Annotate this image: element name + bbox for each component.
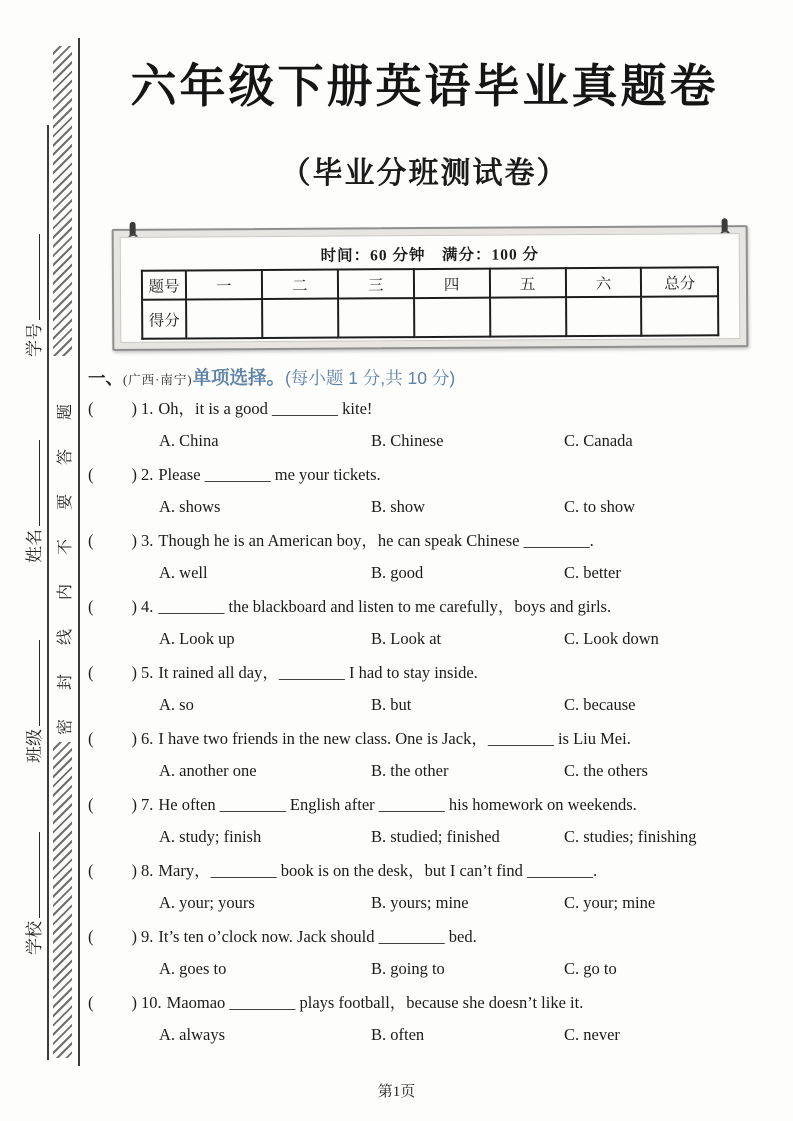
option-a: A. goes to <box>159 959 227 978</box>
question-number: 6. <box>141 729 154 748</box>
option-b: B. but <box>371 695 412 714</box>
question-stem <box>88 465 763 485</box>
option-b: B. yours; mine <box>371 893 469 912</box>
option-a: A. study; finish <box>159 827 262 846</box>
question-stem <box>88 531 763 551</box>
student-name-blank <box>25 440 40 526</box>
question-2 <box>88 465 763 531</box>
student-name-label: 姓名 <box>25 529 44 563</box>
class-blank <box>25 640 40 726</box>
question-options <box>88 1025 763 1045</box>
page-subtitle: （毕业分班测试卷） <box>280 157 569 190</box>
question-options <box>88 431 763 451</box>
answer-bracket: ( ) <box>88 597 137 616</box>
score-table-header-cell: 六 <box>565 268 641 297</box>
option-a: A. your; yours <box>159 893 255 912</box>
main-content <box>86 0 763 1121</box>
school-field <box>20 805 42 955</box>
section-heading <box>88 364 455 390</box>
option-c: C. because <box>564 695 636 714</box>
option-b: B. the other <box>371 761 449 780</box>
option-a: A. another one <box>159 761 257 780</box>
answer-bracket: ( ) <box>88 531 137 550</box>
question-number: 8. <box>141 861 154 880</box>
question-text: Maomao ________ plays football，because she doesn’t like it. <box>166 993 584 1012</box>
answer-bracket: ( ) <box>88 465 137 484</box>
answer-bracket: ( ) <box>88 993 137 1012</box>
score-table-header-row <box>142 267 718 300</box>
question-number: 5. <box>141 663 154 682</box>
score-cell <box>186 299 262 338</box>
question-options <box>88 629 763 649</box>
score-table-score-row <box>142 296 718 339</box>
option-b: B. studied; finished <box>371 827 500 846</box>
score-cell <box>338 298 414 337</box>
question-stem <box>88 795 763 815</box>
score-cell <box>414 298 490 337</box>
question-8 <box>88 861 763 927</box>
seal-rail-outer-line <box>78 38 80 1066</box>
score-table-header-cell: 题号 <box>142 270 186 299</box>
option-b: B. good <box>371 563 424 582</box>
question-number: 9. <box>141 927 154 946</box>
question-text: It’s ten o’clock now. Jack should ________ bed. <box>158 927 477 946</box>
question-options <box>88 893 763 913</box>
seal-rail-inner-line <box>47 125 49 1060</box>
question-text: Though he is an American boy，he can speak Chinese ________. <box>158 531 594 550</box>
option-b: B. going to <box>371 959 445 978</box>
page-title: 六年级下册英语毕业真题卷 <box>130 61 719 112</box>
hatch-pattern-bottom <box>53 742 72 1058</box>
question-list <box>88 399 763 1059</box>
question-text: Mary，________ book is on the desk，but I can’t find ________. <box>158 861 598 880</box>
question-number: 3. <box>141 531 154 550</box>
student-id-blank <box>25 234 40 320</box>
answer-bracket: ( ) <box>88 729 137 748</box>
section-number: 一、 <box>88 368 123 388</box>
question-options <box>88 761 763 781</box>
option-b: B. Chinese <box>371 431 444 450</box>
option-b: B. Look at <box>371 629 442 648</box>
seal-line-text: 密封线内不要答题 <box>57 374 74 735</box>
page-number-footer: 第1页 <box>377 1084 416 1100</box>
question-options <box>88 497 763 517</box>
score-cell <box>642 296 719 335</box>
question-stem <box>88 399 763 419</box>
option-c: C. studies; finishing <box>564 827 697 846</box>
option-c: C. to show <box>564 497 636 516</box>
question-3 <box>88 531 763 597</box>
option-c: C. the others <box>564 761 648 780</box>
section-note: (每小题 1 分,共 10 分) <box>285 368 456 388</box>
question-text: ________ the blackboard and listen to me carefully，boys and girls. <box>158 597 612 616</box>
answer-bracket: ( ) <box>88 927 137 946</box>
question-5 <box>88 663 763 729</box>
question-stem <box>88 927 763 947</box>
time-and-score-caption: 时间：60 分钟 满分：100 分 <box>320 246 540 265</box>
question-stem <box>88 993 763 1013</box>
question-number: 4. <box>141 597 154 616</box>
question-text: It rained all day，________ I had to stay inside. <box>158 663 478 682</box>
question-text: I have two friends in the new class. One is Jack，________ is Liu Mei. <box>158 729 631 748</box>
score-cell <box>566 297 642 336</box>
option-c: C. better <box>564 563 621 582</box>
question-9 <box>88 927 763 993</box>
question-6 <box>88 729 763 795</box>
option-a: A. so <box>159 695 194 714</box>
option-a: A. shows <box>159 497 221 516</box>
hatch-pattern-top <box>53 46 72 356</box>
option-a: A. Look up <box>159 629 235 648</box>
option-b: B. show <box>371 497 426 516</box>
option-c: C. go to <box>564 959 617 978</box>
question-4 <box>88 597 763 663</box>
score-cell <box>490 297 566 336</box>
section-source-tag: (广西·南宁) <box>123 373 193 387</box>
question-7 <box>88 795 763 861</box>
score-table-header-cell: 四 <box>414 269 490 298</box>
score-cell <box>262 299 338 338</box>
answer-bracket: ( ) <box>88 795 137 814</box>
class-label: 班级 <box>25 729 44 763</box>
question-options <box>88 827 763 847</box>
option-c: C. never <box>564 1025 620 1044</box>
school-label: 学校 <box>25 921 44 955</box>
option-b: B. often <box>371 1025 425 1044</box>
score-board-panel <box>120 233 741 343</box>
option-c: C. Canada <box>564 431 633 450</box>
score-row-label: 得分 <box>142 299 186 338</box>
option-a: A. well <box>159 563 208 582</box>
school-blank <box>25 832 40 918</box>
question-stem <box>88 597 763 617</box>
score-table-header-cell: 二 <box>262 270 338 299</box>
question-stem <box>88 663 763 683</box>
question-options <box>88 695 763 715</box>
question-text: He often ________ English after ________ his homework on weekends. <box>158 795 637 814</box>
question-number: 10. <box>141 993 162 1012</box>
question-options <box>88 563 763 583</box>
option-a: A. China <box>159 431 219 450</box>
question-text: Oh，it is a good ________ kite! <box>158 399 373 418</box>
student-id-field <box>20 207 42 357</box>
score-table-header-cell: 五 <box>490 268 566 297</box>
score-table-header-cell: 三 <box>338 269 414 298</box>
answer-bracket: ( ) <box>88 861 137 880</box>
section-title: 单项选择。 <box>192 367 286 388</box>
question-10 <box>88 993 763 1059</box>
score-table-header-cell: 一 <box>186 270 262 299</box>
option-c: C. Look down <box>564 629 659 648</box>
question-options <box>88 959 763 979</box>
option-a: A. always <box>159 1025 225 1044</box>
question-text: Please ________ me your tickets. <box>158 465 381 484</box>
score-table-header-cell: 总分 <box>641 267 718 296</box>
score-board <box>112 225 749 351</box>
question-number: 1. <box>141 399 154 418</box>
score-table <box>141 266 719 340</box>
option-c: C. your; mine <box>564 893 656 912</box>
class-field <box>20 613 42 763</box>
question-number: 2. <box>141 465 154 484</box>
answer-bracket: ( ) <box>88 663 137 682</box>
question-number: 7. <box>141 795 154 814</box>
question-stem <box>88 861 763 881</box>
answer-bracket: ( ) <box>88 399 137 418</box>
question-stem <box>88 729 763 749</box>
student-name-field <box>20 413 42 563</box>
question-1 <box>88 399 763 465</box>
student-id-label: 学号 <box>25 323 44 357</box>
